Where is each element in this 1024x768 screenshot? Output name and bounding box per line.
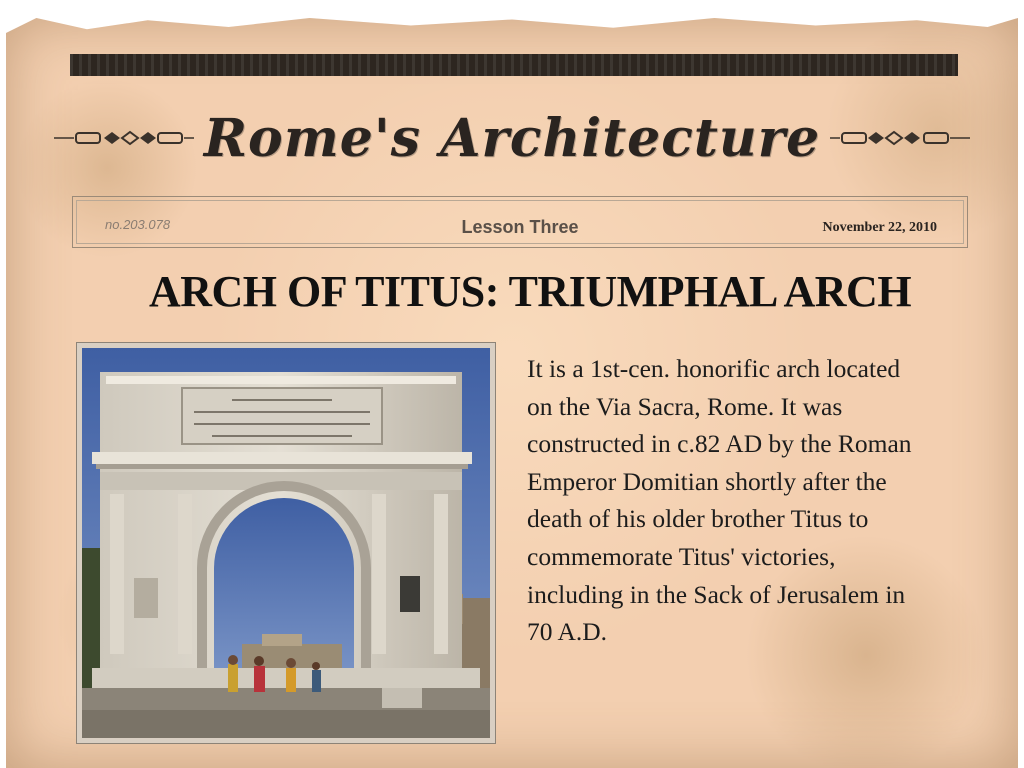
masthead bbox=[0, 98, 1024, 178]
page-title: Rome's Architecture bbox=[203, 107, 821, 169]
issue-info-bar bbox=[72, 196, 968, 248]
arch-of-titus-photo bbox=[82, 348, 490, 738]
issue-number: no.203.078 bbox=[105, 217, 171, 232]
masthead-top-bar bbox=[70, 54, 958, 76]
article-body-line: constructed in c.82 AD by the Roman bbox=[527, 429, 912, 459]
article-headline: ARCH OF TITUS: TRIUMPHAL ARCH bbox=[148, 267, 912, 316]
article-body-line: death of his older brother Titus to bbox=[527, 504, 869, 534]
article-body-line: Emperor Domitian shortly after the bbox=[527, 466, 887, 496]
article-body bbox=[527, 350, 1007, 651]
issue-date: November 22, 2010 bbox=[822, 220, 937, 235]
article-body-line: 70 A.D. bbox=[527, 617, 608, 647]
article-body-line: It is a 1st-cen. honorific arch located bbox=[527, 354, 901, 383]
left-ornament-icon bbox=[54, 128, 194, 148]
article-photo-frame bbox=[76, 342, 496, 744]
article-body-line: including in the Sack of Jerusalem in bbox=[527, 579, 906, 609]
lesson-label: Lesson Three bbox=[461, 217, 579, 237]
article-body-line: on the Via Sacra, Rome. It was bbox=[527, 391, 843, 421]
right-ornament-icon bbox=[830, 128, 970, 148]
article-body-line: commemorate Titus' victories, bbox=[527, 541, 836, 571]
